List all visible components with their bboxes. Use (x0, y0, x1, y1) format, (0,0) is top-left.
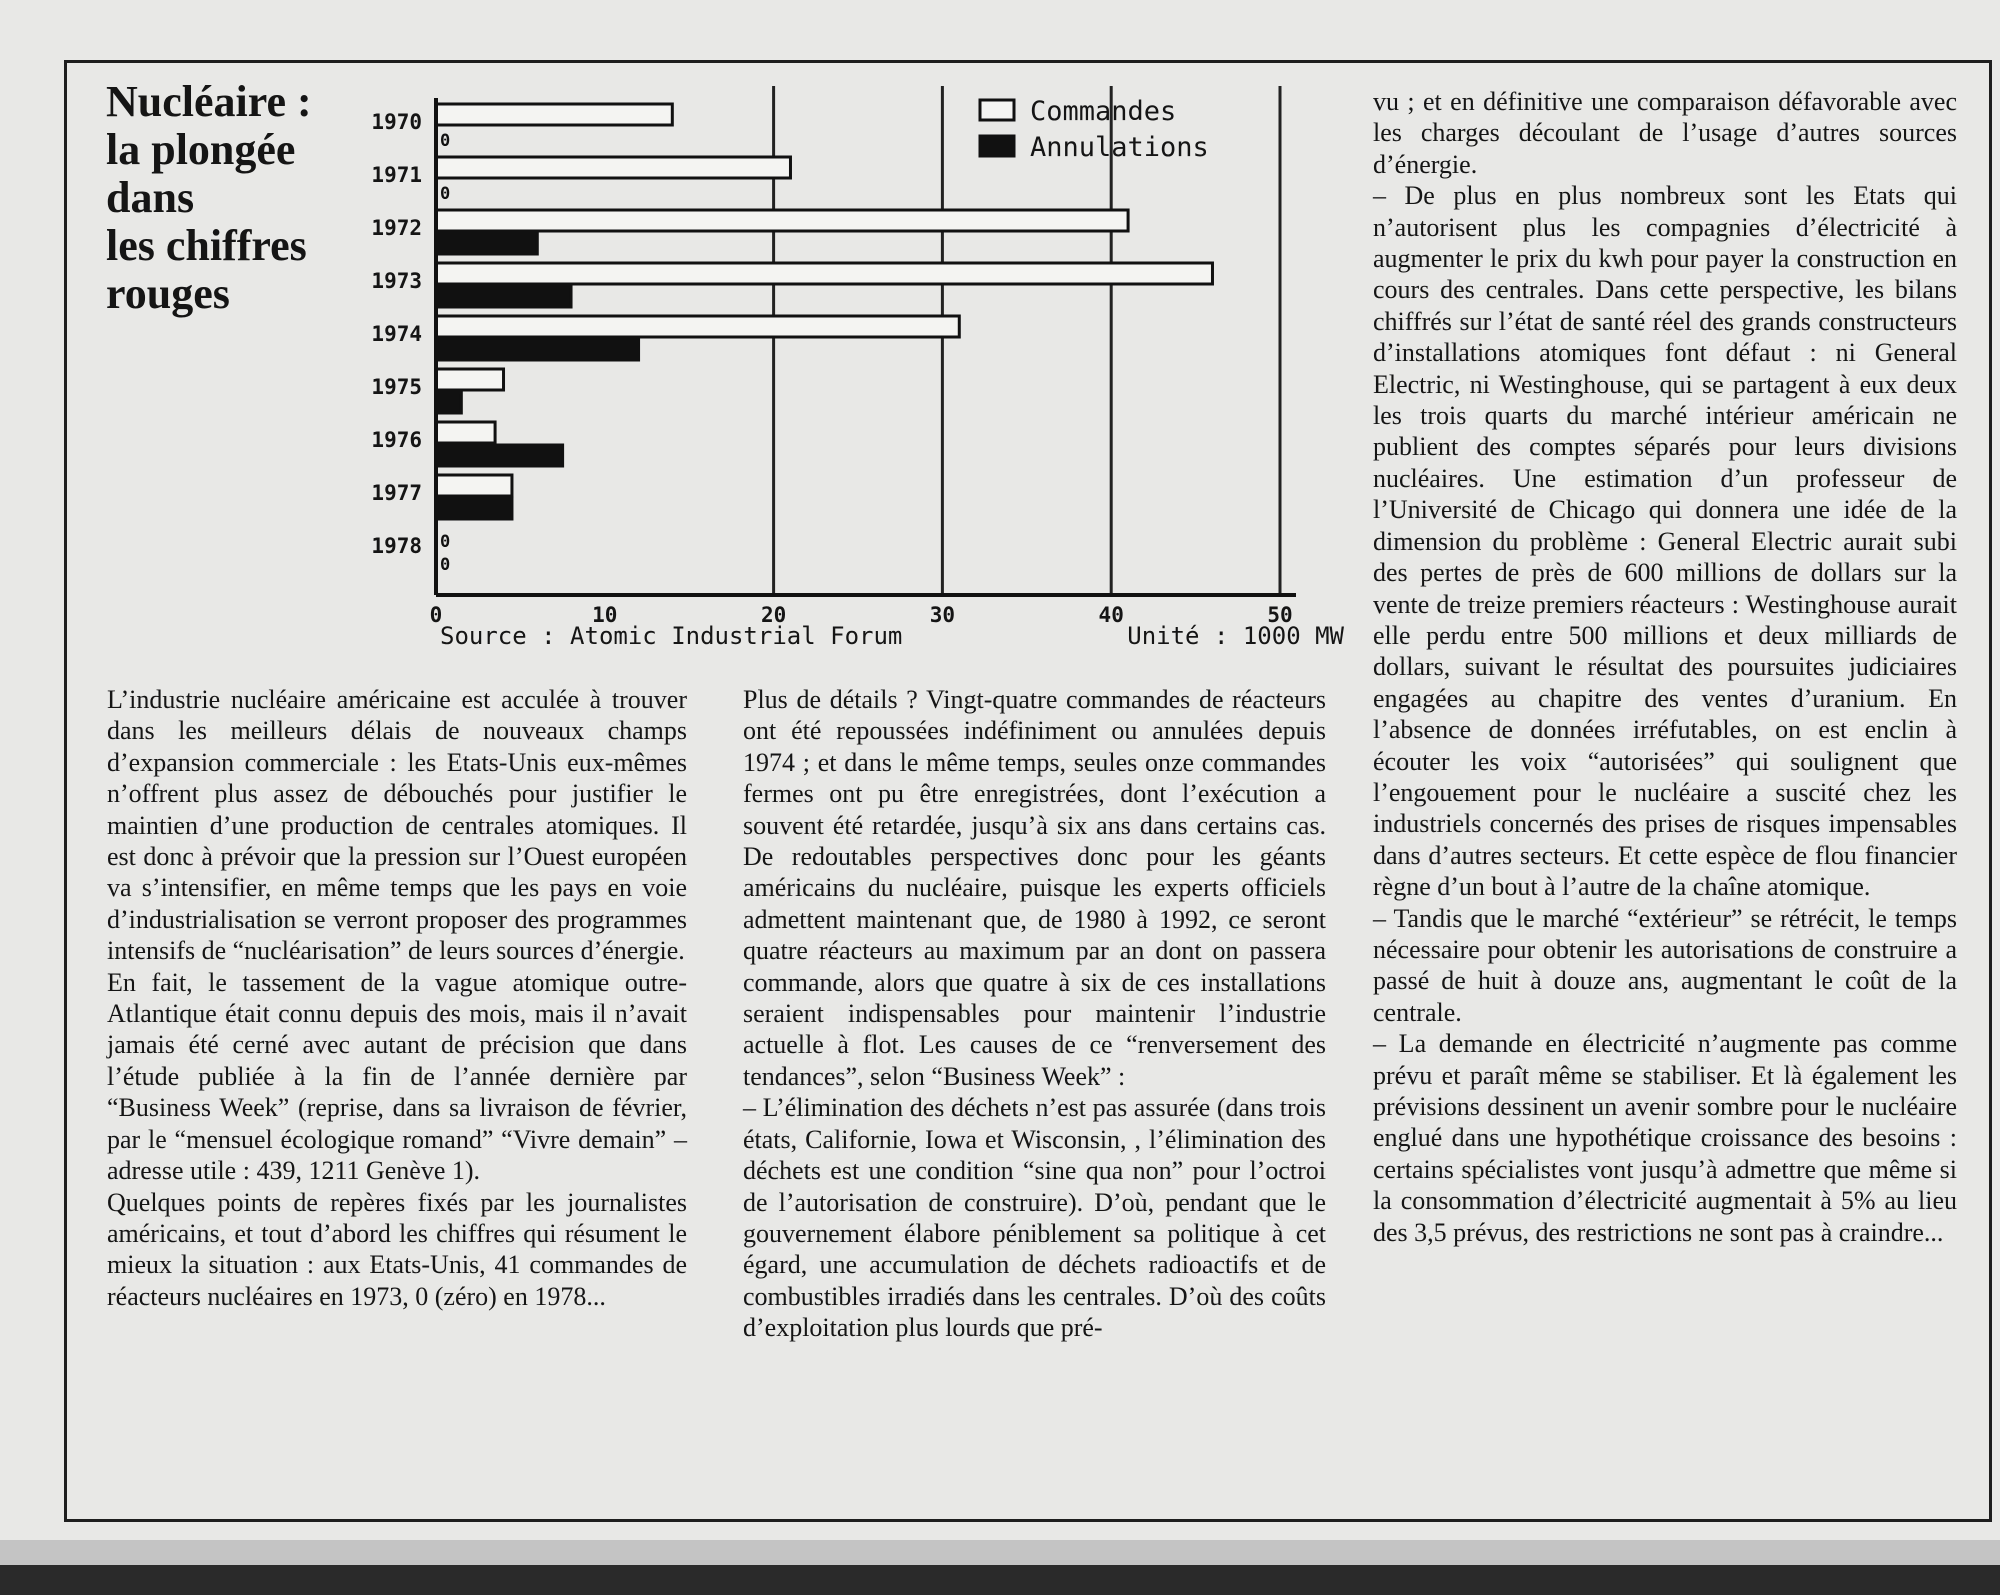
bar-commandes-1977 (436, 475, 512, 496)
headline-line: Nucléaire : (106, 77, 312, 126)
bar-annulations-1977 (436, 498, 512, 519)
category-label-1970: 1970 (371, 110, 422, 134)
paragraph: Plus de détails ? Vingt-quatre commandes de réacteurs ont été repoussées indéfiniment ou annulées depuis 1974 ; et dans le même temps, seules onze commandes fermes ont pu être enregistrées, dont l’exécution a souvent été retardée, jusqu’à six ans dans certains cas. De redoutables perspectives donc pour les géants américains du nucléaire, puisque les experts officiels admettent maintenant que, de 1980 à 1992, ce seront quatre réacteurs au maximum par an dont on passera commande, alors que quatre à six de ces installations seraient indispensables pour maintenir l’industrie actuelle à flot. Les causes de ce “renversement des tendances”, selon “Business Week” : (743, 685, 1326, 1091)
category-label-1977: 1977 (371, 481, 422, 505)
page-bottom-edge (0, 1565, 2000, 1595)
chart-unit: Unité : 1000 MW (1127, 622, 1344, 650)
bar-commandes-1974 (436, 316, 959, 337)
category-label-1978: 1978 (371, 534, 422, 558)
chart-source: Source : Atomic Industrial Forum (440, 622, 903, 650)
paragraph: – De plus en plus nombreux sont les Etats qui n’autorisent plus les compagnies d’électricité à augmenter le prix du kwh pour payer la construction en cours des centrales. Dans cette perspective, les bilans chiffrés sur l’état de santé réel des grands constructeurs d’installations atomiques font défaut : ni General Electric, ni Westinghouse, qui se partagent à eux deux les trois quarts du marché intérieur américain ne publient des comptes séparés pour leurs divisions nucléaires. Une estimation d’un professeur de l’Université de Chicago qui donnera une idée de la dimension du problème : General Electric aurait subi des pertes de près de 600 millions de dollars sur la vente de treize premiers réacteurs : Westinghouse aurait elle perdu entre 500 millions et deux milliards de dollars, suivant le résultat des poursuites judiciaires engagées au chapitre des ventes d’uranium. En l’absence de données irréfutables, on est enclin à écouter les voix “autorisées” qui soulignent que l’engouement pour le nucléaire a suscité chez les industriels concernés des prises de risques impensables dans d’autres secteurs. Et cette espèce de flou financier règne d’un bout à l’autre de la chaîne atomique. (1373, 181, 1957, 902)
chart-legend (980, 96, 1209, 163)
headline-line: rouges (106, 269, 230, 318)
bar-annulations-1972 (436, 233, 537, 254)
bar-annulations-1976 (436, 445, 563, 466)
legend-swatch-commandes (980, 100, 1014, 120)
paragraph: En fait, le tassement de la vague atomique outre-Atlantique était connu depuis des mois, mais il n’avait jamais été cerné avec autant de précision que dans l’étude publiée à la fin de l’année dernière par “Business Week” (reprise, dans sa livraison de février, par le “mensuel écologique romand” “Vivre demain” – adresse utile : 439, 1211 Genève 1). (107, 967, 687, 1186)
text-column-3 (1373, 86, 1957, 1248)
paragraph: vu ; et en définitive une comparaison défavorable avec les charges découlant de l’usage d’autres sources d’énergie. (1373, 87, 1957, 179)
zero-marker-annulations-1970: 0 (440, 131, 451, 151)
bar-commandes-1976 (436, 422, 495, 443)
category-label-1976: 1976 (371, 428, 422, 452)
paragraph: Quelques points de repères fixés par les journalistes américains, et tout d’abord les chiffres qui résument le mieux la situation : aux Etats-Unis, 41 commandes de réacteurs nucléaires en 1973, 0 (zéro) en 1978... (107, 1187, 687, 1311)
paragraph: – Tandis que le marché “extérieur” se rétrécit, le temps nécessaire pour obtenir les autorisations de construire a passé de huit à douze ans, augmentant le coût de la centrale. (1373, 903, 1957, 1027)
zero-marker-annulations-1978: 0 (440, 555, 451, 575)
bar-commandes-1972 (436, 210, 1128, 231)
chart-bars (436, 104, 1212, 519)
headline-line: la plongée (106, 125, 296, 174)
headline-line: dans (106, 173, 195, 222)
x-tick-label-0: 0 (429, 603, 443, 627)
category-label-1972: 1972 (371, 216, 422, 240)
bar-commandes-1975 (436, 369, 504, 390)
paragraph: L’industrie nucléaire américaine est acculée à trouver dans les meilleurs délais de nouveaux champs d’expansion commerciale : les Etats-Unis eux-mêmes n’offrent plus assez de débouchés pour justifier le maintien d’une production de centrales atomiques. Il est donc à prévoir que la pression sur l’Ouest européen va s’intensifier, en même temps que les pays en voie d’industrialisation se verront proposer des programmes intensifs de “nucléarisation” de leurs sources d’énergie. (107, 685, 687, 966)
bar-chart (340, 70, 1360, 670)
bar-annulations-1974 (436, 339, 639, 360)
chart-category-labels (371, 110, 422, 558)
paragraph: – L’élimination des déchets n’est pas assurée (dans trois états, Californie, Iowa et Wisconsin, , l’élimination des déchets est une condition “sine qua non” pour l’octroi de l’autorisation de construire). D’où, pendant que le gouvernement élabore péniblement sa politique à cet égard, une accumulation de déchets radioactifs et de combustibles irradiés dans les centrales. D’où des coûts d’exploitation plus lourds que pré- (743, 1093, 1326, 1343)
bar-annulations-1973 (436, 286, 571, 307)
x-tick-label-10: 10 (592, 603, 618, 627)
category-label-1975: 1975 (371, 375, 422, 399)
x-tick-label-30: 30 (929, 603, 956, 627)
category-label-1971: 1971 (371, 163, 422, 187)
bar-commandes-1973 (436, 263, 1212, 284)
zero-marker-annulations-1971: 0 (440, 184, 451, 204)
text-column-1 (107, 684, 687, 1312)
legend-swatch-annulations (980, 136, 1014, 156)
x-tick-label-20: 20 (760, 603, 787, 627)
headline-line: les chiffres (106, 221, 307, 270)
bar-commandes-1971 (436, 157, 790, 178)
legend-label-annulations: Annulations (1030, 132, 1209, 163)
text-column-2 (743, 684, 1326, 1344)
legend-label-commandes: Commandes (1030, 96, 1177, 127)
zero-marker-commandes-1978: 0 (440, 532, 451, 552)
bar-commandes-1970 (436, 104, 672, 125)
paragraph: – La demande en électricité n’augmente pas comme prévu et paraît même se stabiliser. Et là également les prévisions dessinent un avenir sombre pour le nucléaire englué dans une hypothétique croissance des besoins : certains spécialistes vont jusqu’à admettre que même si la consommation d’électricité augmentait à 5% au lieu des 3,5 prévus, des restrictions ne sont pas à craindre... (1373, 1029, 1957, 1247)
x-tick-label-40: 40 (1098, 603, 1124, 627)
x-tick-label-50: 50 (1267, 603, 1293, 627)
category-label-1974: 1974 (371, 322, 422, 346)
bar-annulations-1975 (436, 392, 461, 413)
headline (106, 78, 346, 318)
category-label-1973: 1973 (371, 269, 422, 293)
